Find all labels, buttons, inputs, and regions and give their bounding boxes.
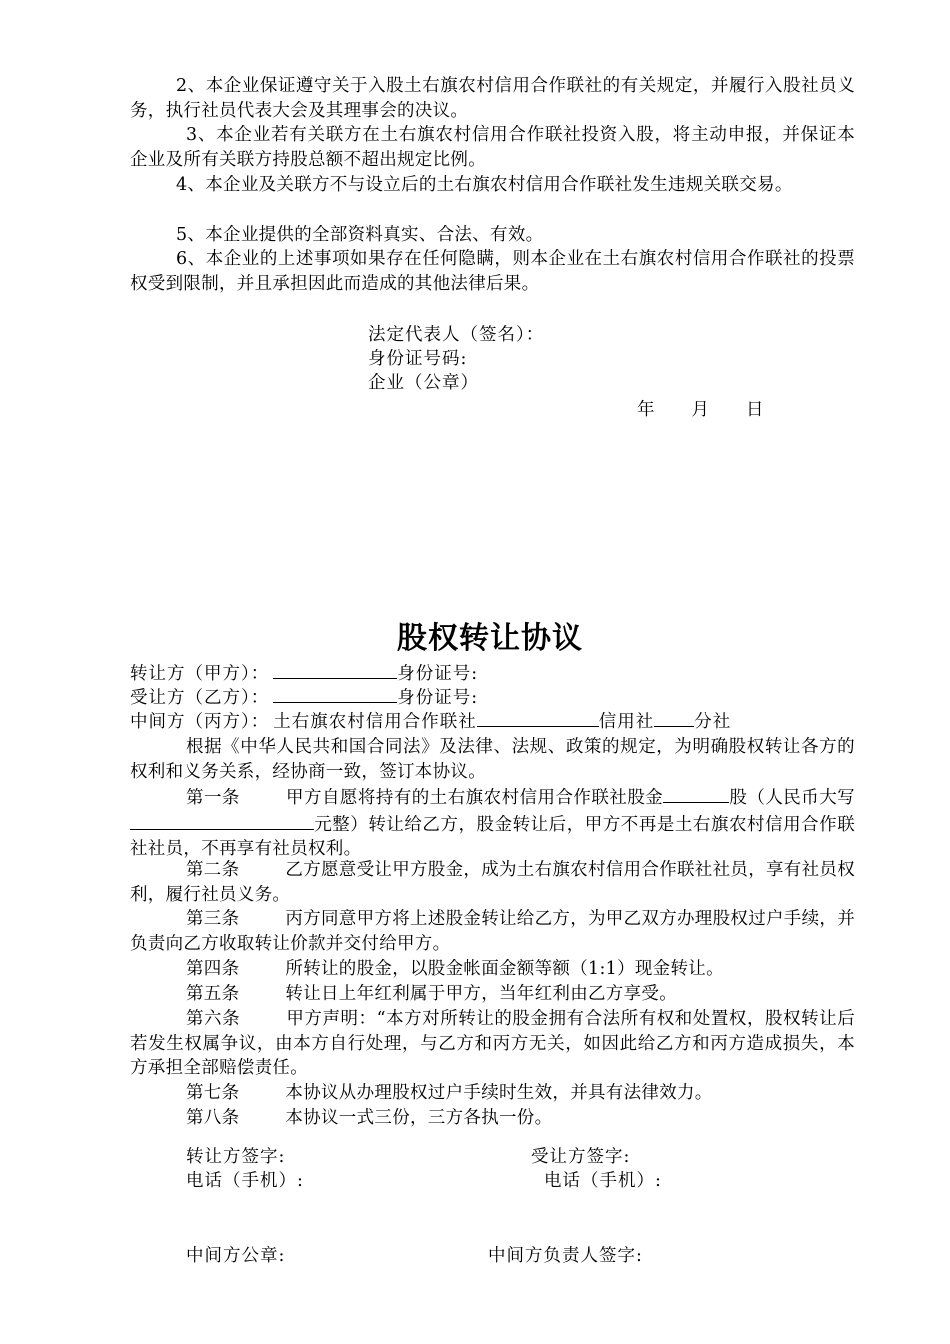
article-5 (130, 982, 855, 1007)
article-3-text: 丙方同意甲方将上述股金转让给乙方，为甲乙双方办理股权过户手续，并负责向乙方收取转让价款并交付给甲方。 (130, 909, 856, 954)
article-2-text: 乙方愿意受让甲方股金，成为土右旗农村信用合作联社社员，享有社员权利，履行社员义务。 (130, 860, 856, 905)
transferee-line (130, 684, 478, 710)
article-1-text-b: 股（人民币大写 (729, 788, 855, 808)
transferee-name-blank[interactable] (273, 684, 397, 703)
coop-name-blank[interactable] (477, 708, 599, 727)
article-3-label: 第三条 (186, 909, 240, 929)
clause-6: 6、本企业的上述事项如果存在任何隐瞒，则本企业在土右旗农村信用合作联社的投票权受到限制，并且承担因此而造成的其他法律后果。 (130, 249, 855, 294)
clause-5: 5、本企业提供的全部资料真实、合法、有效。 (176, 225, 544, 245)
year-label: 年 (637, 400, 656, 420)
date-line (637, 398, 765, 422)
article-4-text: 所转让的股金，以股金帐面金额等额（1:1）现金转让。 (285, 959, 724, 979)
preamble: 根据《中华人民共和国合同法》及法律、法规、政策的规定，为明确股权转让各方的权利和义务关系，经协商一致，签订本协议。 (130, 737, 855, 782)
union-name: 土右旗农村信用合作联社 (273, 712, 477, 732)
intermediary-seal-label: 中间方公章: (186, 1246, 286, 1266)
article-2 (130, 858, 855, 907)
transferor-label: 转让方（甲方）： (130, 664, 270, 684)
intermediary-signature-label: 中间方负责人签字: (488, 1246, 643, 1266)
article-6 (130, 1007, 855, 1081)
article-1 (130, 784, 855, 862)
transferor-line (130, 660, 478, 686)
agreement-title: 股权转让协议 (397, 621, 583, 656)
branch-name-blank[interactable] (654, 708, 694, 727)
article-7 (130, 1081, 855, 1106)
clause-3: 3、本企业若有关联方在土右旗农村信用合作联社投资入股，将主动申报，并保证本企业及所有关联方持股总额不超出规定比例。 (130, 125, 855, 170)
article-1-text-c: 元整）转让给乙方，股金转让后，甲方不再是土右旗农村信用合作联社社员，不再享有社员权利。 (130, 814, 855, 859)
clause-4: 4、本企业及关联方不与设立后的土右旗农村信用合作联社发生违规关联交易。 (176, 175, 793, 195)
transferee-phone-label: 电话（手机）: (544, 1171, 662, 1191)
article-8 (130, 1106, 855, 1131)
intermediary-line (130, 708, 731, 734)
transferor-name-blank[interactable] (273, 660, 397, 679)
article-6-text: 甲方声明：“本方对所转让的股金拥有合法所有权和处置权，股权转让后若发生权属争议，由本方自行处理，与乙方和丙方无关，如因此给乙方和丙方造成损失，本方承担全部赔偿责任。 (130, 1009, 855, 1078)
article-3 (130, 907, 855, 956)
id-number-label: 身份证号码: (368, 349, 468, 369)
article-8-label: 第八条 (186, 1108, 240, 1128)
article-7-label: 第七条 (186, 1083, 240, 1103)
transferor-phone-label: 电话（手机）: (186, 1171, 304, 1191)
article-7-text: 本协议从办理股权过户手续时生效，并具有法律效力。 (285, 1083, 713, 1103)
coop-label: 信用社 (598, 712, 655, 732)
article-5-label: 第五条 (186, 984, 240, 1004)
article-4-label: 第四条 (186, 959, 240, 979)
transferee-label: 受让方（乙方）： (130, 688, 270, 708)
amount-words-blank[interactable] (130, 811, 314, 830)
article-5-text: 转让日上年红利属于甲方，当年红利由乙方享受。 (285, 984, 678, 1004)
clause-2: 2、本企业保证遵守关于入股土右旗农村信用合作联社的有关规定，并履行入股社员义务，执行社员代表大会及其理事会的决议。 (130, 76, 855, 121)
article-8-text: 本协议一式三份，三方各执一份。 (285, 1108, 553, 1128)
article-1-label: 第一条 (186, 788, 240, 808)
article-6-label: 第六条 (186, 1009, 241, 1029)
transferor-id-label: 身份证号: (397, 664, 479, 684)
legal-representative-label: 法定代表人（签名）： (368, 325, 545, 345)
intermediary-label: 中间方（丙方）： (130, 712, 270, 732)
month-label: 月 (691, 400, 710, 420)
day-label: 日 (746, 400, 765, 420)
transferee-id-label: 身份证号: (397, 688, 479, 708)
article-2-label: 第二条 (186, 860, 240, 880)
article-1-text-a: 甲方自愿将持有的土右旗农村信用合作联社股金 (285, 788, 664, 808)
transferee-signature-label: 受让方签字: (531, 1147, 631, 1167)
enterprise-seal-label: 企业（公章） (368, 373, 479, 393)
shares-blank[interactable] (663, 784, 729, 803)
article-4 (130, 957, 855, 982)
branch-label: 分社 (694, 712, 732, 732)
transferor-signature-label: 转让方签字: (186, 1147, 286, 1167)
